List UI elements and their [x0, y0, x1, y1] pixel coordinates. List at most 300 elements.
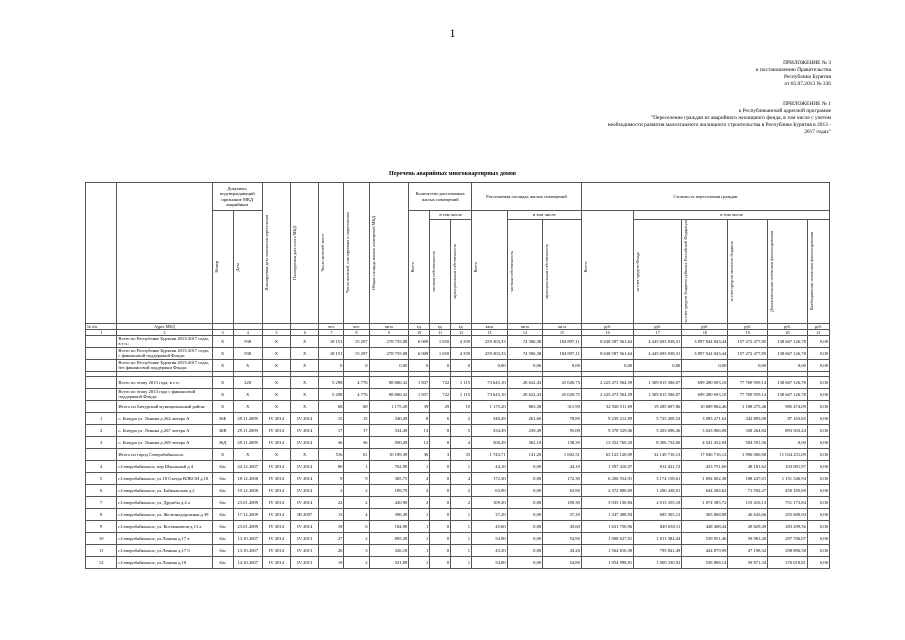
appendix-1-header: [571, 101, 831, 136]
value-cell: 87 163,65: [768, 412, 808, 424]
row-number-cell: 8: [86, 508, 117, 520]
value-cell: 59 981,20: [728, 532, 768, 544]
row-number-cell: 10: [86, 532, 117, 544]
value-cell: 10 689 864,46: [682, 400, 728, 412]
value-cell: IV 2013: [291, 532, 319, 544]
value-cell: 2: [409, 484, 430, 496]
value-cell: 500,49: [472, 436, 508, 448]
value-cell: X: [212, 335, 233, 347]
table-row: [86, 520, 830, 532]
value-cell: 5: [451, 424, 472, 436]
col-cost-fund-header: [634, 220, 682, 324]
value-cell: 37,20: [472, 508, 508, 520]
value-cell: 1 347 498,94: [581, 508, 633, 520]
table-row: [86, 460, 830, 472]
value-cell: X: [233, 448, 262, 460]
value-cell: 3 083 271,62: [682, 412, 728, 424]
value-cell: 88 686,32: [369, 376, 409, 388]
col-num-header: [86, 183, 117, 324]
value-cell: X: [291, 448, 319, 460]
value-cell: 12: [409, 436, 430, 448]
value-cell: 1: [451, 532, 472, 544]
value-cell: 1: [409, 544, 430, 556]
address-cell: г.Северобайкальск, пер Школьный д.4: [117, 460, 212, 472]
value-cell: 3 897 044 043,44: [682, 335, 728, 347]
value-cell: X: [212, 347, 233, 359]
value-cell: IV 2014: [262, 556, 290, 568]
value-cell: 11 034 251,09: [768, 448, 808, 460]
value-cell: 29.11.2009: [233, 412, 262, 424]
row-number-cell: 4: [86, 460, 117, 472]
value-cell: 1 908 627,01: [581, 532, 633, 544]
value-cell: 3 897 044 043,44: [682, 347, 728, 359]
value-cell: 77 769 959,14: [728, 388, 768, 400]
value-cell: 15 297: [344, 347, 369, 359]
value-cell: 338 264,82: [728, 424, 768, 436]
col-residents-header: [319, 183, 344, 324]
value-cell: 420,90: [369, 496, 409, 508]
value-cell: 220: [233, 376, 262, 388]
value-cell: 17: [344, 424, 369, 436]
col-cost-total-label: Всего:: [582, 261, 588, 273]
value-cell: 6: [430, 412, 451, 424]
value-cell: 376 018,81: [768, 556, 808, 568]
col-cost-fund-label: за счет средств Фонда: [635, 251, 641, 291]
value-cell: 45 020,75: [543, 376, 582, 388]
column-number-cell: 12: [451, 329, 472, 335]
value-cell: 54,90: [472, 532, 508, 544]
value-cell: 2: [451, 484, 472, 496]
col-area-private-header: [507, 220, 543, 324]
value-cell: 8: [409, 412, 430, 424]
address-cell: г.Северобайкальск, ул. Космонавтов д.13 а: [117, 520, 212, 532]
table-row: [86, 347, 830, 359]
value-cell: 331,89: [369, 556, 409, 568]
value-cell: 18 151: [319, 347, 344, 359]
address-cell: Всего по этапу 2013 года, в т.ч.:: [117, 376, 212, 388]
table-row: [86, 376, 830, 388]
value-cell: IV 2014: [262, 424, 290, 436]
value-cell: 13.10.2007: [233, 532, 262, 544]
value-cell: 1 694 602,38: [682, 472, 728, 484]
value-cell: 1 009 330,92: [634, 556, 682, 568]
value-cell: 63 123 120,09: [581, 448, 633, 460]
col-cost-local-header: [728, 220, 768, 324]
value-cell: 6/н: [212, 460, 233, 472]
value-cell: 1 074 385,72: [682, 496, 728, 508]
address-cell: Всего по Республике Бурятия 2013-2017 годы, с финансовой поддержкой Фонда:: [117, 347, 212, 359]
value-cell: 138 667 126,78: [768, 388, 808, 400]
value-cell: 893 503,44: [768, 424, 808, 436]
value-cell: 0,00: [507, 359, 543, 371]
value-cell: 71 592,27: [728, 484, 768, 496]
value-cell: 3 174 158,61: [634, 472, 682, 484]
col-premises-total-label: Всего: [410, 261, 416, 272]
row-number-cell: 12: [86, 556, 117, 568]
address-cell: Всего по Республике Бурятия 2013-2017 годы, в т.ч.:: [117, 335, 212, 347]
address-cell: Всего по Республике Бурятия 2013-2017 годы, без финансовой поддержки Фонда:: [117, 359, 212, 371]
value-cell: IV 2013: [291, 544, 319, 556]
unit-cell: руб.: [768, 323, 808, 329]
value-cell: 1: [409, 460, 430, 472]
value-cell: IV 2014: [291, 520, 319, 532]
value-cell: 10: [451, 400, 472, 412]
column-number-cell: 7: [319, 329, 344, 335]
unit-cell: чел.: [319, 323, 344, 329]
value-cell: 17: [319, 424, 344, 436]
table-row: [86, 508, 830, 520]
value-cell: 0: [430, 484, 451, 496]
value-cell: 1: [451, 544, 472, 556]
table-row: [86, 556, 830, 568]
value-cell: IV 2014: [262, 496, 290, 508]
value-cell: 4 359: [451, 347, 472, 359]
row-number-cell: [86, 359, 117, 371]
col-area-municipal-label: муниципальная собственность: [544, 243, 550, 299]
unit-cell: кв.м: [472, 323, 508, 329]
value-cell: 18.12.2008: [233, 472, 262, 484]
col-planned-demolition-label: Планируемая дата сноса МКД: [292, 225, 298, 280]
value-cell: 1 309 815 586,07: [634, 376, 682, 388]
col-doc-group-header: Документ, подтверждающий признание МКД аварийным: [212, 183, 262, 211]
unit-cell: руб.: [581, 323, 633, 329]
value-cell: 28 622,43: [507, 388, 543, 400]
value-cell: 0,00: [507, 460, 543, 472]
value-cell: 938: [233, 335, 262, 347]
column-number-cell: 17: [634, 329, 682, 335]
value-cell: 5 203 696,36: [634, 424, 682, 436]
value-cell: 2: [319, 484, 344, 496]
value-cell: 157 272 477,85: [728, 335, 768, 347]
value-cell: 73 645,10: [472, 388, 508, 400]
value-cell: 849 658,11: [634, 520, 682, 532]
value-cell: 504 591,56: [728, 436, 768, 448]
value-cell: 13: [319, 508, 344, 520]
value-cell: 19.12.2008: [233, 484, 262, 496]
col-residents-label: Число жителей всего: [320, 234, 326, 272]
value-cell: 138 667 126,78: [768, 347, 808, 359]
unit-cell: руб.: [728, 323, 768, 329]
col-num-label: № п/п: [86, 323, 117, 329]
value-cell: IV 2014: [291, 424, 319, 436]
col-doc-date-header: [233, 211, 262, 324]
value-cell: 0,00: [807, 412, 829, 424]
value-cell: 283 299,56: [768, 520, 808, 532]
value-cell: 4: [451, 472, 472, 484]
value-cell: 0: [430, 508, 451, 520]
value-cell: 4 541 452,94: [682, 436, 728, 448]
row-number-cell: [86, 335, 117, 347]
value-cell: 29.11.2009: [233, 436, 262, 448]
value-cell: 0: [430, 556, 451, 568]
unit-cell: кв.м: [507, 323, 543, 329]
appendix-1-line: "Переселение граждан из аварийного жилищного фонда, в том числе с учетом: [650, 115, 831, 121]
row-number-cell: 3: [86, 436, 117, 448]
value-cell: 1 996 066,90: [728, 448, 768, 460]
col-cost-including-header: в том числе: [634, 211, 830, 220]
value-cell: 63,90: [472, 484, 508, 496]
col-premises-by-form-header: в том числе: [430, 211, 472, 220]
value-cell: 4 776: [344, 376, 369, 388]
value-cell: 1 564 816,58: [581, 544, 633, 556]
value-cell: 261,60: [507, 412, 543, 424]
value-cell: 1: [344, 460, 369, 472]
value-cell: 9: [319, 472, 344, 484]
value-cell: 0,00: [507, 544, 543, 556]
value-cell: IV 2014: [262, 520, 290, 532]
value-cell: 0,00: [807, 436, 829, 448]
value-cell: 3 043 066,08: [682, 424, 728, 436]
table-head: [86, 183, 830, 336]
value-cell: 2 225 473 564,59: [581, 376, 633, 388]
address-cell: с. Бичура ул. Ленина д.267 литера А: [117, 424, 212, 436]
value-cell: 39: [409, 400, 430, 412]
value-cell: 699 280 693,18: [682, 376, 728, 388]
value-cell: 722: [430, 388, 451, 400]
column-number-cell: 16: [581, 329, 633, 335]
value-cell: 36: [409, 448, 430, 460]
value-cell: X: [233, 359, 262, 371]
value-cell: 0: [409, 359, 430, 371]
value-cell: IV 2014: [262, 532, 290, 544]
value-cell: 4: [451, 436, 472, 448]
value-cell: X: [233, 400, 262, 412]
value-cell: 36Д: [212, 436, 233, 448]
value-cell: X: [291, 335, 319, 347]
value-cell: IV 2013: [291, 556, 319, 568]
value-cell: 1 602,51: [543, 448, 582, 460]
value-cell: 19: [319, 556, 344, 568]
value-cell: 0,00: [507, 484, 543, 496]
value-cell: 95,00: [543, 424, 582, 436]
value-cell: 9: [344, 472, 369, 484]
value-cell: 795 841,49: [634, 544, 682, 556]
col-area-municipal-header: [543, 220, 582, 324]
value-cell: 27: [319, 532, 344, 544]
value-cell: 6 009: [409, 347, 430, 359]
value-cell: 6: [344, 520, 369, 532]
value-cell: 138,39: [543, 436, 582, 448]
value-cell: IV 2014: [262, 472, 290, 484]
address-cell: Всего по этапу 2013 года с финансовой поддержкой Фонда:: [117, 388, 212, 400]
column-number-cell: 15: [543, 329, 582, 335]
value-cell: X: [262, 388, 290, 400]
value-cell: 863,30: [507, 400, 543, 412]
value-cell: 0,00: [634, 359, 682, 371]
value-cell: 448 408,44: [682, 520, 728, 532]
col-premises-group-header: Количество расселяемых жилых помещений: [409, 183, 472, 211]
value-cell: X: [262, 448, 290, 460]
value-cell: 1 175,20: [369, 400, 409, 412]
value-cell: 340,49: [369, 412, 409, 424]
unit-cell: руб.: [634, 323, 682, 329]
row-number-cell: [86, 388, 117, 400]
value-cell: 8: [430, 436, 451, 448]
value-cell: 43,20: [543, 544, 582, 556]
value-cell: 255 680,94: [768, 508, 808, 520]
value-cell: 1 954 998,81: [581, 556, 633, 568]
value-cell: 184 897,11: [543, 347, 582, 359]
value-cell: 6/н: [212, 544, 233, 556]
value-cell: 326,18: [369, 544, 409, 556]
value-cell: 141,20: [507, 448, 543, 460]
value-cell: 2: [344, 496, 369, 508]
value-cell: 0: [319, 359, 344, 371]
value-cell: 342 893,08: [728, 412, 768, 424]
value-cell: 36: [319, 436, 344, 448]
value-cell: 6/н: [212, 484, 233, 496]
col-premises-municipal-header: [451, 220, 472, 324]
value-cell: 17.12.2009: [233, 508, 262, 520]
value-cell: 43,20: [472, 544, 508, 556]
table-row: [86, 472, 830, 484]
row-number-cell: 1: [86, 412, 117, 424]
value-cell: 396,39: [369, 508, 409, 520]
value-cell: 4: [344, 508, 369, 520]
table-row: [86, 335, 830, 347]
value-cell: 0: [451, 359, 472, 371]
value-cell: 54,80: [472, 556, 508, 568]
value-cell: 685 305,12: [634, 508, 682, 520]
value-cell: 32 149 716,13: [634, 448, 682, 460]
value-cell: 1 743,71: [472, 448, 508, 460]
value-cell: 0: [430, 496, 451, 508]
row-number-cell: 11: [86, 544, 117, 556]
col-planned-end-label: Планируемая дата окончания переселения: [263, 215, 269, 291]
value-cell: 0,00: [807, 347, 829, 359]
value-cell: 22: [319, 496, 344, 508]
row-number-cell: 9: [86, 520, 117, 532]
value-cell: 80: [319, 460, 344, 472]
col-doc-date-label: Дата: [234, 262, 240, 271]
value-cell: 751 173,84: [768, 496, 808, 508]
value-cell: 6/н: [212, 520, 233, 532]
value-cell: 63,90: [543, 484, 582, 496]
value-cell: 985 474,09: [768, 400, 808, 412]
appendix-3-header: [756, 60, 831, 88]
value-cell: 59 871,34: [728, 556, 768, 568]
col-resettle-header: [344, 183, 369, 324]
value-cell: 365 868,88: [682, 508, 728, 520]
unit-cell: ед.: [430, 323, 451, 329]
value-cell: 539 951,46: [682, 532, 728, 544]
value-cell: 1 309 815 586,07: [634, 388, 682, 400]
row-number-cell: 2: [86, 424, 117, 436]
value-cell: 334,49: [472, 424, 508, 436]
value-cell: 28 622,43: [507, 376, 543, 388]
value-cell: 2: [451, 496, 472, 508]
address-cell: Итого по Бичурский муниципальный район:: [117, 400, 212, 412]
value-cell: 13 352 769,20: [581, 436, 633, 448]
value-cell: 188 247,01: [728, 472, 768, 484]
value-cell: X: [262, 400, 290, 412]
value-cell: 0,00: [507, 508, 543, 520]
col-cost-total-header: [581, 211, 633, 324]
row-number-cell: 7: [86, 496, 117, 508]
value-cell: 1 115: [451, 376, 472, 388]
value-cell: 68: [344, 400, 369, 412]
value-cell: 13: [409, 424, 430, 436]
col-premises-municipal-label: муниципальная собственность: [452, 243, 458, 299]
value-cell: 54,80: [543, 556, 582, 568]
value-cell: 1 650: [430, 347, 451, 359]
value-cell: 239,49: [507, 424, 543, 436]
col-address-header: [117, 183, 212, 324]
value-cell: 0,00: [581, 359, 633, 371]
appendix-3-line: от 05.07.2013 № 336: [784, 81, 831, 87]
appendix-3-line: к постановлению Правительства: [755, 67, 831, 73]
value-cell: 0,00: [507, 472, 543, 484]
col-area-private-label: частная собственность: [508, 250, 514, 292]
appendix-3-line: Республики Бурятия: [784, 74, 831, 80]
value-cell: 0,00: [807, 520, 829, 532]
value-cell: 8 638 587 561,64: [581, 335, 633, 347]
value-cell: 49 829,49: [728, 520, 768, 532]
value-cell: 47 198,32: [728, 544, 768, 556]
value-cell: 189,79: [369, 484, 409, 496]
value-cell: X: [291, 388, 319, 400]
address-cell: с. Бичура ул. Ленина д.269 литера А: [117, 436, 212, 448]
value-cell: X: [212, 448, 233, 460]
value-cell: 424 879,99: [682, 544, 728, 556]
column-number-cell: 9: [369, 329, 409, 335]
table-row: [86, 388, 830, 400]
col-area-total-header: [472, 211, 508, 324]
value-cell: 538 868,14: [682, 556, 728, 568]
value-cell: 45,60: [472, 520, 508, 532]
value-cell: 138 667 126,78: [768, 376, 808, 388]
value-cell: IV 2014: [262, 508, 290, 520]
value-cell: 6/н: [212, 532, 233, 544]
value-cell: 6 206 554,91: [581, 472, 633, 484]
col-premises-total-header: [409, 211, 430, 324]
value-cell: 48 181,62: [728, 460, 768, 472]
page-number: 1: [449, 26, 456, 40]
table-row: [86, 412, 830, 424]
value-cell: X: [212, 376, 233, 388]
value-cell: 1: [409, 556, 430, 568]
value-cell: 184,90: [369, 520, 409, 532]
value-cell: 0: [430, 544, 451, 556]
value-cell: 109,30: [472, 496, 508, 508]
value-cell: 4 776: [344, 388, 369, 400]
value-cell: 0,00: [807, 424, 829, 436]
value-cell: 2: [344, 556, 369, 568]
col-cost-local-label: за счет средств местного бюджета: [729, 240, 735, 302]
value-cell: 297 706,07: [768, 532, 808, 544]
value-cell: 20: [319, 544, 344, 556]
value-cell: 278 755,08: [369, 347, 409, 359]
value-cell: 762,99: [369, 460, 409, 472]
address-cell: г.Северобайкальск, ул. Железнодорожная д.39: [117, 508, 212, 520]
value-cell: 18: [319, 520, 344, 532]
value-cell: 5 725 208,54: [634, 412, 682, 424]
value-cell: X: [262, 359, 290, 371]
value-cell: IV 2014: [262, 460, 290, 472]
column-number-cell: 3: [212, 329, 233, 335]
value-cell: 138 667 126,78: [768, 335, 808, 347]
value-cell: 722: [430, 376, 451, 388]
value-cell: 9 239 212,89: [581, 412, 633, 424]
address-cell: с. Бичура ул. Ленина д.262 литера А: [117, 412, 212, 424]
value-cell: 8 638 587 561,64: [581, 347, 633, 359]
value-cell: 0,00: [682, 359, 728, 371]
value-cell: 1: [409, 532, 430, 544]
value-cell: 0,00: [807, 544, 829, 556]
value-cell: 0,00: [807, 388, 829, 400]
table-row: [86, 496, 830, 508]
col-area-by-form-header: в том числе: [507, 211, 581, 220]
